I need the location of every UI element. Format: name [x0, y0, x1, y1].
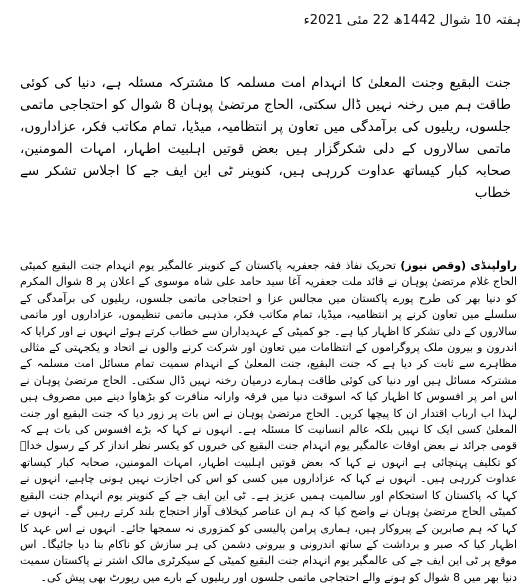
article-text: تحریک نفاذ فقہ جعفریہ پاکستان کے کنوینر عالمگیر یوم انہدام جنت البقیع کمیٹی الحاج غلام مرتضیٰ پوہان نے قائد ملت جعفریہ آغا سید حامد علی شاہ موسوی کے اعلان پر 8 شوال المکرم کو دنیا بھر کی طرح پورے پاکستان میں مجالس عزا و احتجاجی ماتمی جلسوں، ریلیوں کی برآمدگی کے سلسلے میں تعاون کرنے پر انتظامیہ، میڈیا، تمام مکاتب فکر، مذہبی ماتمی تنظیموں، عزاداروں اور ماتمی سالاروں کے دلی تشکر کا اظہار کیا ہے۔ جو کمیٹی کے عہدیداران سے خطاب کرتے ہوئے انہوں نے اور کرایا کہ اندرون و بیرون ملک پروگراموں کے انتظامات میں تعاون اور شرکت کرنے والوں نے اتحاد و یکجہتی کے مثالی مظاہرے سے ثابت کر دیا ہے کہ جنت البقیع، جنت المعلیٰ کے انہدام سمیت تمام مسائل امت مسلمہ کے مشترکہ مسائل ہیں اور دنیا کی کوئی طاقت ہمارے درمیان رخنہ نہیں ڈال سکتی۔ الحاج مرتضیٰ پوہان نے اس امر پر افسوس کا اظہار کیا کہ اسوقت دنیا میں فرقہ وارانہ منافرت کو بڑھاوا دینے میں مصروف ہیں لہذا اب ارباب اقتدار ان کا پیچھا کریں۔ الحاج مرتضیٰ پوہان نے اس بات پر زور دیا کہ جنت البقیع اور جنت المعلیٰ کسی ایک کا نہیں بلکہ عالم انسانیت کا مسئلہ ہے۔ انہوں نے کہا کہ بڑے افسوس کی بات ہے کہ قومی جرائد نے بعض اوقات عالمگیر یوم انہدام جنت البقیع کی خبروں کو یکسر نظر انداز کر کے رسول خداؐ کو تکلیف پہنچائی ہے انہوں نے کہا کہ بعض قوتیں اہلبیت اطہار، امہات المومنین، صحابہ کبار کیساتھ عداوت کررہی ہیں۔ انہوں نے کہا کہ عزاداروں میں کسی کو اس کی اجازت نہیں ہونی چاہیے، انہوں نے کہا کہ پاکستان کا استحکام اور سالمیت ہمیں عزیز ہے۔ ٹی این ایف جے کے کنوینر یوم انہدام جنت البقیع کمیٹی الحاج مرتضیٰ پوہان نے واضح کیا کہ ہم ان عناصر کیخلاف آواز احتجاج بلند کرتے رہیں گے۔ انہوں نے کہا کہ ہم صابرین کے پیروکار ہیں، ہماری پرامن پالیسی کو کمزوری نہ سمجھا جائے۔ انہوں نے اس عہد کا اظہار کیا کہ صبر و برداشت کے ساتھ اندرونی و بیرونی دشمن کی ہر سازش کو ناکام بنا دیا جائیگا۔ اس موقع پر ٹی این ایف جے کی عالمگیر یوم انہدام جنت البقیع کمیٹی کے سیکرٹری مالک اشتر نے پاکستان سمیت دنیا بھر میں 8 شوال کو ہونے والے احتجاجی ماتمی جلسوں اور ریلیوں کے بارے میں رپورٹ بھی پیش کی۔	[20, 259, 518, 584]
lead-headline: جنت البقیع وجنت المعلیٰ کا انہدام امت مسلمہ کا مشترکہ مسئلہ ہے، دنیا کی کوئی طاقت ہم میں رخنہ نہیں ڈال سکتی، الحاج مرتضیٰ پوہان 8 شوال کو احتجاجی ماتمی جلسوں، ریلیوں کی برآمدگی میں تعاون پر انتظامیہ، میڈیا، تمام مکاتب فکر، عزاداروں، ماتمی سالاروں کے دلی شکرگزار ہیں بعض قوتیں اہلبیت اطہار، امہات المومنین، صحابہ کبار کیساتھ عداوت کررہی ہیں، کنوینر ٹی این ایف جے کا اجلاس تشکر سے خطاب	[20, 75, 511, 201]
article-body	[20, 258, 518, 584]
dateline: ہفتہ 10 شوال 1442ھ 22 مئی 2021ء	[303, 13, 521, 28]
article-agency: (وقص نیوز)	[400, 259, 467, 272]
article-location: راولپنڈی	[470, 259, 518, 272]
